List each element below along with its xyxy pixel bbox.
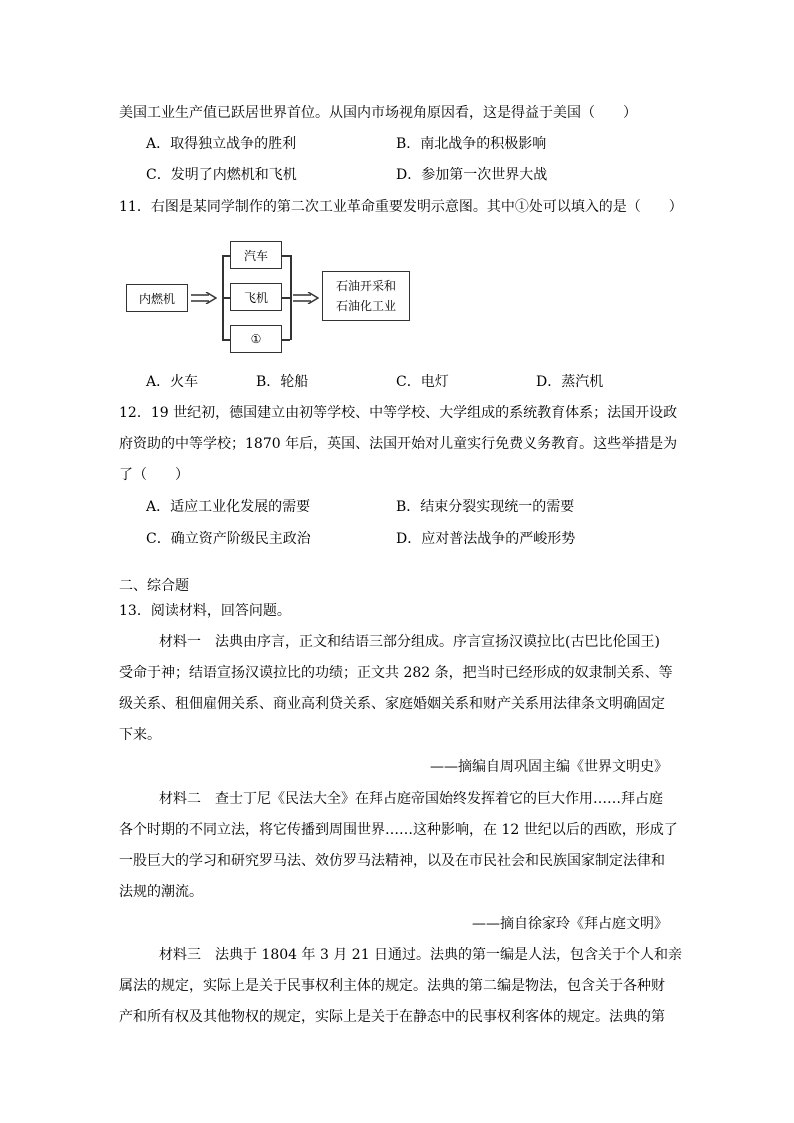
m3-line1: 材料三 法典于 1804 年 3 月 21 日通过。法典的第一编是人法，包含关于个人和亲 [159, 947, 683, 963]
diagram-box-target [322, 271, 410, 321]
double-arrow-icon [293, 292, 319, 304]
q10-option-a[interactable]: A．取得独立战争的胜利 [146, 136, 297, 152]
q12-option-c[interactable]: C．确立资产阶级民主政治 [146, 531, 311, 547]
diagram-target-line1: 石油开采和 [335, 279, 396, 293]
q12-option-d[interactable]: D．应对普法战争的严峻形势 [396, 531, 576, 547]
m3-line3: 产和所有权及其他物权的规定，实际上是关于在静态中的民事权利客体的规定。法典的第 [119, 1009, 665, 1025]
q12-stem-line1: 12．19 世纪初，德国建立由初等学校、中等学校、大学组成的系统教育体系；法国开设政 [119, 405, 678, 421]
diagram-box-car: 汽车 [230, 241, 282, 269]
m3-line2: 属法的规定，实际上是关于民事权利主体的规定。法典的第二编是物法，包含关于各种财 [119, 978, 665, 994]
diagram-right-tick-bottom [282, 339, 290, 341]
double-arrow-icon [191, 292, 217, 304]
diagram-target-line2: 石油化工业 [335, 299, 396, 313]
m1-line2: 受命于神；结语宣扬汉谟拉比的功绩；正文共 282 条，把当时已经形成的奴隶制关系、等 [119, 665, 673, 681]
m2-line2: 各个时期的不同立法，将它传播到周围世界……这种影响，在 12 世纪以后的西欧，形成了 [119, 822, 678, 838]
diagram-right-tick-mid [282, 297, 290, 299]
diagram-box-blank: ① [230, 325, 282, 353]
q11-option-a[interactable]: A．火车 [146, 374, 199, 390]
m2-line3: 一股巨大的学习和研究罗马法、效仿罗马法精神，以及在市民社会和民族国家制定法律和 [119, 853, 665, 869]
q13-stem: 13．阅读材料，回答问题。 [119, 603, 291, 619]
diagram-right-tick-top [282, 255, 290, 257]
q10-option-c[interactable]: C．发明了内燃机和飞机 [146, 167, 297, 183]
diagram-bracket-tick-mid [222, 297, 230, 299]
m1-line1: 材料一 法典由序言，正文和结语三部分组成。序言宣扬汉谟拉比(古巴比伦国王) [159, 634, 660, 650]
diagram-box-plane: 飞机 [230, 283, 282, 311]
diagram-bracket-tick-bottom [222, 339, 230, 341]
q10-option-d[interactable]: D．参加第一次世界大战 [396, 167, 548, 183]
q12-option-a[interactable]: A．适应工业化发展的需要 [146, 499, 311, 515]
m1-source: ——摘编自周巩固主编《世界文明史》 [430, 759, 668, 775]
m1-line4: 下来。 [119, 727, 161, 743]
q12-option-b[interactable]: B．结束分裂实现统一的需要 [396, 499, 575, 515]
q10-option-b[interactable]: B．南北战争的积极影响 [396, 136, 547, 152]
diagram-box-source: 内燃机 [126, 284, 188, 312]
q12-stem-line2: 府资助的中等学校；1870 年后，英国、法国开始对儿童实行免费义务教育。这些举措是为 [119, 436, 678, 452]
q11-option-c[interactable]: C．电灯 [396, 374, 449, 390]
q12-stem-line3: 了（ ） [119, 467, 189, 483]
diagram-right-bracket [290, 255, 292, 340]
m2-line4: 法规的潮流。 [119, 884, 203, 900]
q11-stem: 11．右图是某同学制作的第二次工业革命重要发明示意图。其中①处可以填入的是（ ） [119, 199, 683, 215]
q11-option-d[interactable]: D．蒸汽机 [536, 374, 604, 390]
q10-stem: 美国工业生产值已跃居世界首位。从国内市场视角原因看，这是得益于美国（ ） [119, 105, 637, 121]
m2-line1: 材料二 查士丁尼《民法大全》在拜占庭帝国始终发挥着它的巨大作用……拜占庭 [159, 791, 663, 807]
m2-source: ——摘自徐家玲《拜占庭文明》 [472, 916, 668, 932]
section-title: 二、综合题 [119, 578, 189, 594]
q11-option-b[interactable]: B．轮船 [256, 374, 309, 390]
diagram-bracket-tick-top [222, 255, 230, 257]
m1-line3: 级关系、租佃雇佣关系、商业高利贷关系、家庭婚姻关系和财产关系用法律条文明确固定 [119, 696, 665, 712]
